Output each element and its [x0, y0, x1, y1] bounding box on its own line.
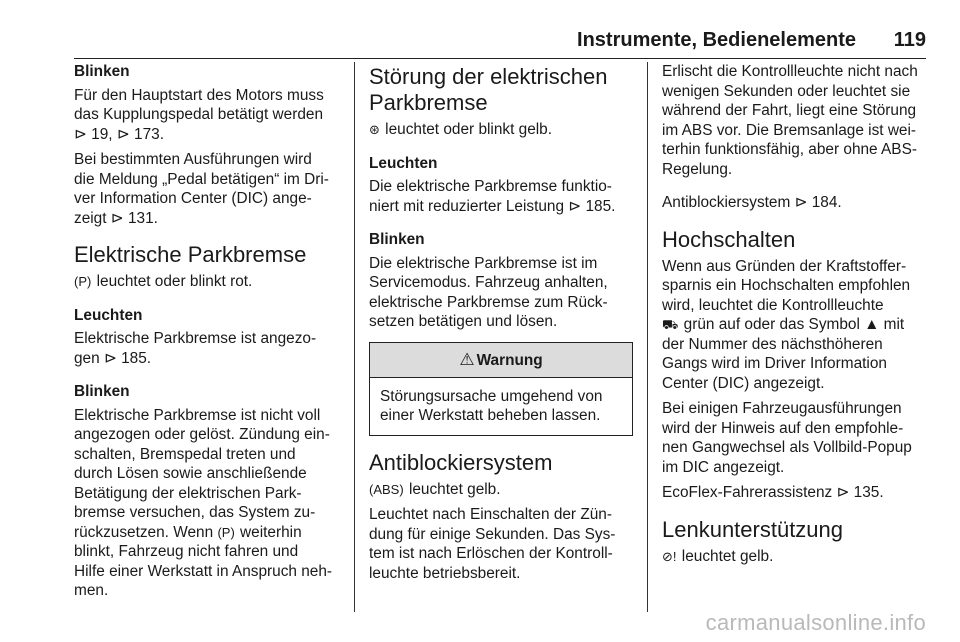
status-line: [662, 547, 928, 567]
text-part: Elektrische Parkbremse ist nicht voll angezogen oder gelöst. Zündung ein- schalten, Bremspedal treten und durch Lösen sowie anschließende Betätigung der elektrischen Park- bremse versuchen, das System zu- rückzusetzen. Wenn: [74, 406, 330, 541]
status-text: leuchtet gelb.: [404, 480, 501, 498]
parking-brake-fault-icon: ⊛: [369, 122, 380, 137]
paragraph: Die elektrische Parkbremse ist im Servicemodus. Fahrzeug anhalten, elektrische Parkbremse zum Rück- setzen betätigen und lösen.: [369, 254, 608, 330]
steering-warning-icon: ⊘!: [662, 548, 677, 564]
paragraph: Elektrische Parkbremse ist angezo- gen ⊳ 185.: [74, 330, 317, 367]
parking-brake-icon: (P): [217, 524, 235, 540]
column-divider: [354, 62, 355, 612]
paragraph: [662, 257, 928, 394]
page-number: 119: [893, 29, 926, 51]
column-divider: [647, 62, 648, 612]
status-text: leuchtet oder blinkt gelb.: [380, 121, 553, 138]
section-title-lenkunterstuetzung: Lenkunterstützung: [662, 516, 844, 542]
paragraph: Antiblockiersystem ⊳ 184.: [662, 194, 842, 211]
text-part: grün auf oder das Symbol ▲ mit der Nummer des nächsthöheren Gangs wird im Driver Information Center (DIC) angezeigt.: [662, 316, 905, 392]
status-line: [369, 120, 633, 140]
column-right: [662, 62, 928, 572]
column-left: [74, 62, 344, 607]
upshift-icon: ⛟: [662, 317, 679, 332]
status-line: [369, 480, 633, 500]
section-title-hochschalten: Hochschalten: [662, 226, 796, 252]
page-header: [74, 26, 926, 54]
paragraph: Bei bestimmten Ausführungen wird die Meldung „Pedal betätigen“ im Dri- ver Information Center (DIC) ange- zeigt ⊳ 131.: [74, 151, 329, 227]
warning-header: [370, 343, 632, 378]
warning-box: [369, 342, 633, 436]
section-title-antiblockiersystem: Antiblockiersystem: [369, 449, 553, 475]
header-title: Instrumente, Bedienelemente: [577, 29, 856, 51]
subheading-blinken: Blinken: [74, 383, 130, 400]
paragraph: Leuchtet nach Einschalten der Zün- dung für einige Sekunden. Das Sys- tem ist nach Erlöschen der Kontroll- leuchte betriebsbereit.: [369, 506, 616, 582]
text-part: Wenn aus Gründen der Kraftstoffer- sparnis ein Hochschalten empfohlen wird, leuchtet die Kontrollleuchte: [662, 257, 911, 314]
status-text: leuchtet oder blinkt rot.: [92, 273, 253, 290]
subheading-blinken: Blinken: [74, 63, 130, 80]
status-text: leuchtet gelb.: [677, 547, 774, 565]
watermark: carmanualsonline.info: [705, 610, 926, 635]
paragraph: Bei einigen Fahrzeugausführungen wird der Hinweis auf den empfohle- nen Gangwechsel als Vollbild-Popup im DIC angezeigt.: [662, 400, 912, 476]
abs-icon: (ABS): [369, 481, 404, 497]
text-part: weiterhin blinkt, Fahrzeug nicht fahren und Hilfe einer Werkstatt in Anspruch neh- men.: [74, 523, 333, 599]
subheading-leuchten: Leuchten: [369, 154, 438, 172]
section-title-elektrische-parkbremse: Elektrische Parkbremse: [74, 242, 307, 267]
warning-title: Warnung: [476, 351, 543, 369]
status-line: [74, 272, 344, 292]
paragraph: [74, 406, 344, 601]
warning-text: Störungsursache umgehend von einer Werkstatt beheben lassen.: [380, 387, 603, 424]
paragraph: EcoFlex-Fahrerassistenz ⊳ 135.: [662, 484, 884, 501]
header-rule: [74, 58, 926, 59]
paragraph: Erlischt die Kontrollleuchte nicht nach wenigen Sekunden oder leuchtet sie während der Fahrt, liegt eine Störung im ABS vor. Die Bremsanlage ist wei- terhin funktionsfähig, aber ohne ABS- Regelung.: [662, 63, 918, 178]
column-middle: [369, 62, 633, 589]
warning-triangle-icon: ⚠: [459, 349, 475, 369]
section-title-stoerung-parkbremse: Störung der elektrischen Parkbremse: [369, 64, 608, 115]
parking-brake-icon: (P): [74, 274, 92, 289]
paragraph: Die elektrische Parkbremse funktio- niert mit reduzierter Leistung ⊳ 185.: [369, 178, 616, 215]
paragraph: Für den Hauptstart des Motors muss das Kupplungspedal betätigt werden ⊳ 19, ⊳ 173.: [74, 86, 324, 143]
subheading-leuchten: Leuchten: [74, 306, 143, 324]
subheading-blinken: Blinken: [369, 231, 425, 248]
